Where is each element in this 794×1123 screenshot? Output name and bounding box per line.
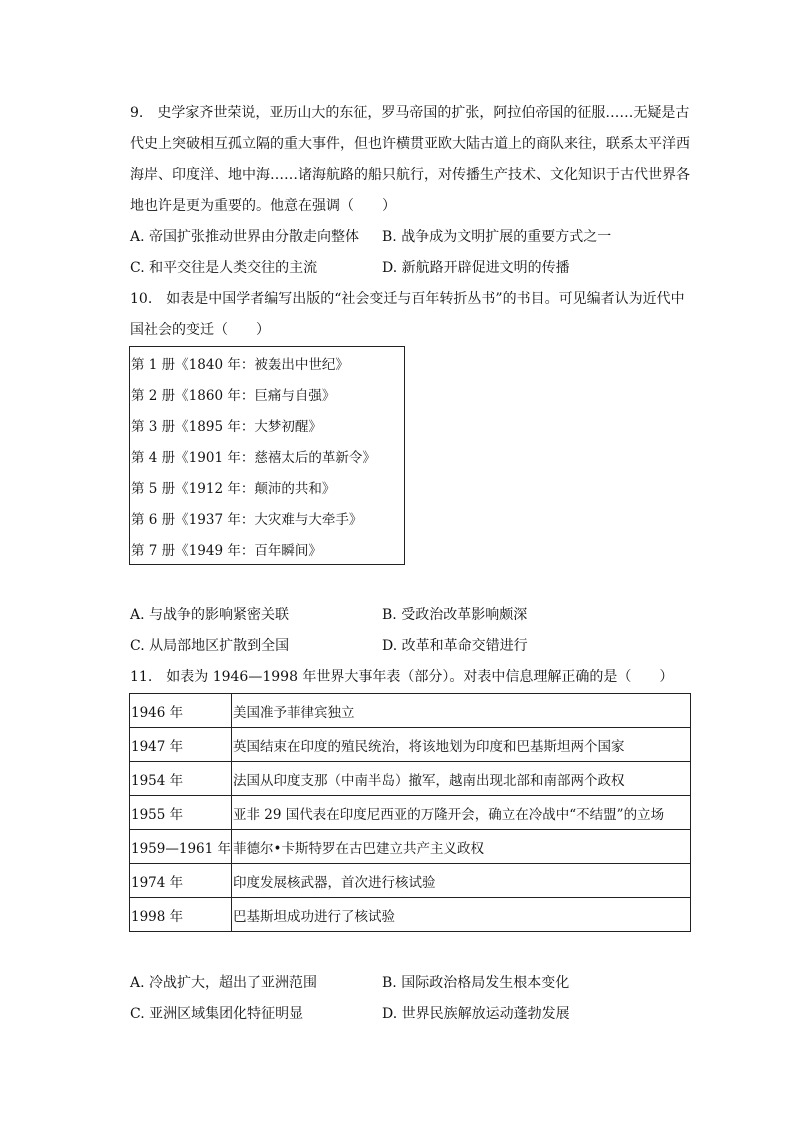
q11-option-b: B. 国际政治格局发生根本变化 bbox=[382, 975, 570, 991]
event-cell: 印度发展核武器，首次进行核试验 bbox=[232, 864, 691, 898]
book-entry: 第 1 册《1840 年：被轰出中世纪》 bbox=[131, 356, 349, 373]
book-entry: 第 5 册《1912 年：颠沛的共和》 bbox=[131, 480, 336, 497]
q10-option-c: C. 从局部地区扩散到全国 bbox=[130, 638, 290, 654]
book-entry: 第 2 册《1860 年：巨痛与自强》 bbox=[131, 387, 336, 404]
question-10-line-1: 10. 如表是中国学者编写出版的“社会变迁与百年转折丛书”的书目。可见编者认为近代中 bbox=[130, 291, 685, 307]
event-cell: 亚非 29 国代表在印度尼西亚的万隆开会，确立在冷战中“不结盟”的立场 bbox=[232, 796, 691, 830]
table-row bbox=[130, 471, 405, 502]
table-row bbox=[130, 378, 405, 409]
event-cell: 美国准予菲律宾独立 bbox=[232, 694, 691, 728]
q10-option-d: D. 改革和革命交错进行 bbox=[382, 638, 528, 654]
table-row bbox=[130, 898, 691, 932]
table-row bbox=[130, 502, 405, 533]
question-9-line-4: 地也许是更为重要的。他意在强调（ ） bbox=[130, 198, 396, 214]
table-row bbox=[130, 864, 691, 898]
year-cell: 1959—1961 年 bbox=[130, 830, 232, 864]
table-row bbox=[130, 762, 691, 796]
book-entry: 第 4 册《1901 年：慈禧太后的革新令》 bbox=[131, 449, 376, 466]
q9-option-a: A. 帝国扩张推动世界由分散走向整体 bbox=[130, 229, 360, 245]
q10-option-b: B. 受政治改革影响颇深 bbox=[382, 607, 528, 623]
q9-option-d: D. 新航路开辟促进文明的传播 bbox=[382, 260, 570, 276]
table-row bbox=[130, 796, 691, 830]
event-cell: 菲德尔•卡斯特罗在古巴建立共产主义政权 bbox=[232, 830, 691, 864]
question-9-line-3: 海岸、印度洋、地中海……诸海航路的船只航行，对传播生产技术、文化知识于古代世界各 bbox=[130, 167, 690, 183]
table-row bbox=[130, 409, 405, 440]
year-cell: 1954 年 bbox=[130, 762, 232, 796]
year-cell: 1946 年 bbox=[130, 694, 232, 728]
year-cell: 1955 年 bbox=[130, 796, 232, 830]
book-list-table bbox=[129, 346, 405, 565]
q11-option-d: D. 世界民族解放运动蓬勃发展 bbox=[382, 1006, 570, 1022]
book-entry: 第 7 册《1949 年：百年瞬间》 bbox=[131, 542, 322, 559]
event-cell: 法国从印度支那（中南半岛）撤军，越南出现北部和南部两个政权 bbox=[232, 762, 691, 796]
table-row bbox=[130, 728, 691, 762]
year-cell: 1974 年 bbox=[130, 864, 232, 898]
table-row bbox=[130, 694, 691, 728]
q9-option-b: B. 战争成为文明扩展的重要方式之一 bbox=[382, 229, 612, 245]
book-entry: 第 3 册《1895 年：大梦初醒》 bbox=[131, 418, 322, 435]
event-cell: 英国结束在印度的殖民统治，将该地划为印度和巴基斯坦两个国家 bbox=[232, 728, 691, 762]
events-table bbox=[129, 693, 691, 932]
year-cell: 1998 年 bbox=[130, 898, 232, 932]
event-cell: 巴基斯坦成功进行了核试验 bbox=[232, 898, 691, 932]
question-9-line-2: 代史上突破相互孤立隔的重大事件，但也许横贯亚欧大陆古道上的商队来往，联系太平洋西 bbox=[130, 136, 690, 152]
q11-option-c: C. 亚洲区域集团化特征明显 bbox=[130, 1006, 304, 1022]
question-11-stem: 11. 如表为 1946—1998 年世界大事年表（部分）。对表中信息理解正确的是（ ） bbox=[130, 669, 674, 685]
year-cell: 1947 年 bbox=[130, 728, 232, 762]
book-entry: 第 6 册《1937 年：大灾难与大牵手》 bbox=[131, 511, 363, 528]
table-row bbox=[130, 347, 405, 379]
question-10-line-2: 国社会的变迁（ ） bbox=[130, 322, 270, 338]
table-row bbox=[130, 830, 691, 864]
question-9-line-1: 9. 史学家齐世荣说，亚历山大的东征，罗马帝国的扩张，阿拉伯帝国的征服……无疑是古 bbox=[130, 105, 690, 121]
q10-option-a: A. 与战争的影响紧密关联 bbox=[130, 607, 290, 623]
q11-option-a: A. 冷战扩大，超出了亚洲范围 bbox=[130, 975, 318, 991]
q9-option-c: C. 和平交往是人类交往的主流 bbox=[130, 260, 318, 276]
table-row bbox=[130, 533, 405, 565]
table-row bbox=[130, 440, 405, 471]
